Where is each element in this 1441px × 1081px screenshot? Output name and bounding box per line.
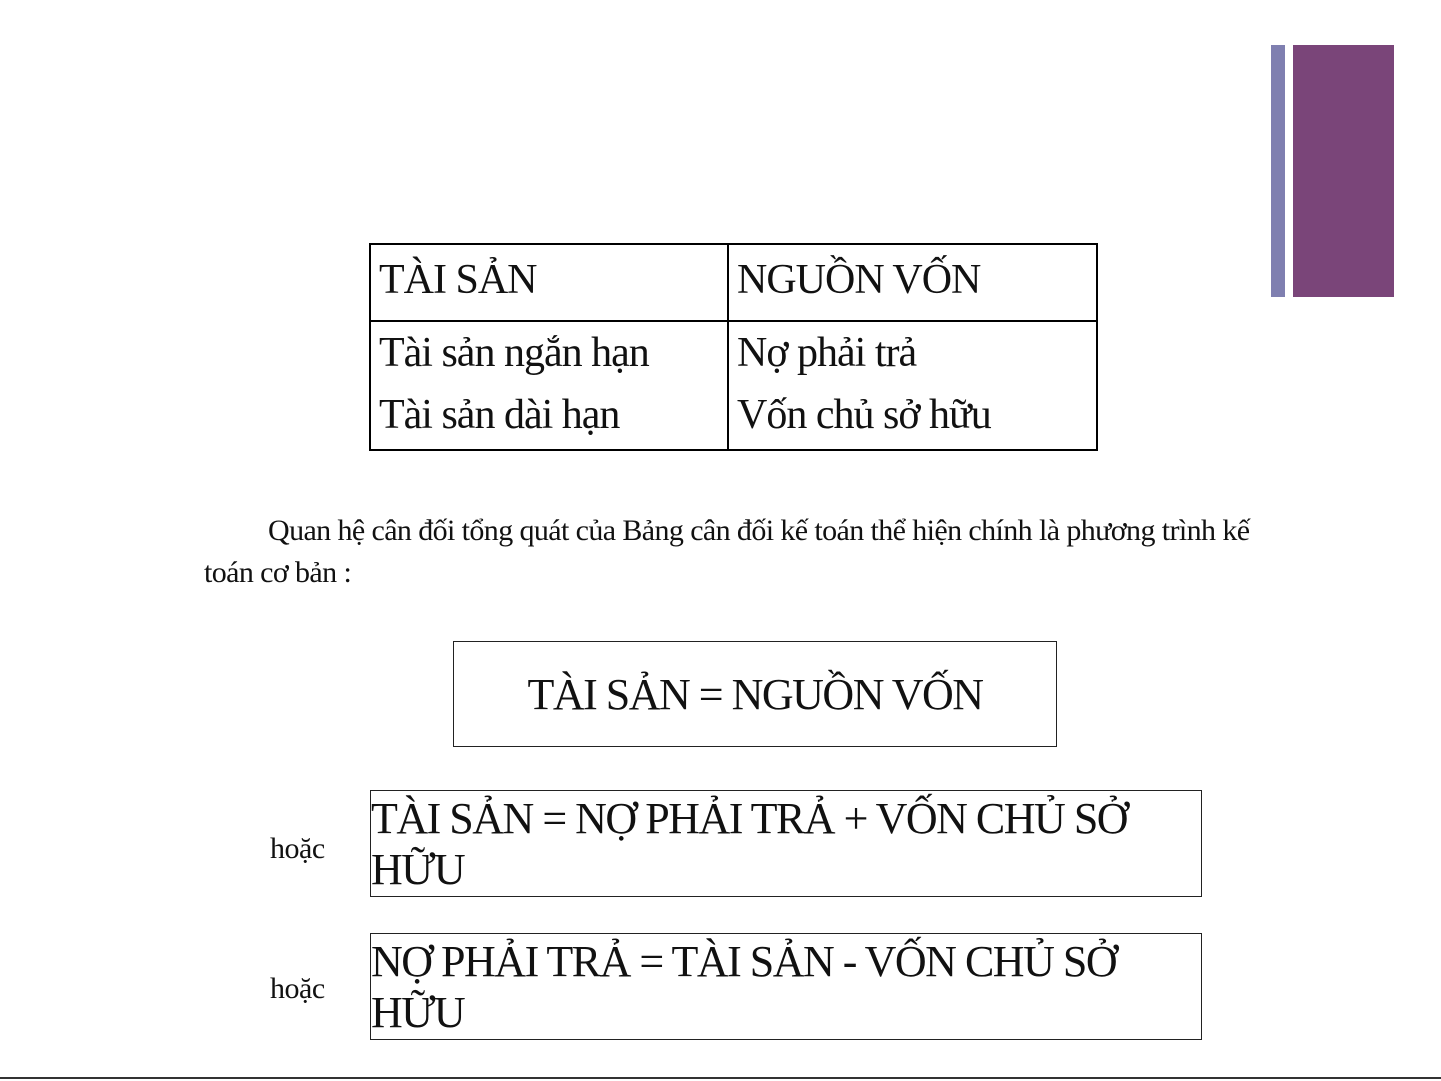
capital-cell bbox=[728, 321, 1097, 450]
or-label-1: hoặc bbox=[270, 832, 325, 865]
equation-alt1-text: TÀI SẢN = NỢ PHẢI TRẢ + VỐN CHỦ SỞ HỮU bbox=[371, 793, 1128, 894]
short-term-assets: Tài sản ngắn hạn bbox=[379, 330, 649, 376]
balance-sheet-table bbox=[369, 243, 1098, 451]
table-header-row bbox=[370, 244, 1097, 321]
long-term-assets: Tài sản dài hạn bbox=[379, 392, 620, 438]
equation-main-box bbox=[453, 641, 1057, 747]
accent-bar-thick bbox=[1293, 45, 1394, 297]
bottom-rule bbox=[0, 1077, 1441, 1079]
header-capital-sources: NGUỒN VỐN bbox=[728, 244, 1097, 321]
equation-alt1-box bbox=[370, 790, 1202, 897]
or-label-2: hoặc bbox=[270, 972, 325, 1005]
equation-alt2-box bbox=[370, 933, 1202, 1040]
equation-alt2-text: NỢ PHẢI TRẢ = TÀI SẢN - VỐN CHỦ SỞ HỮU bbox=[371, 936, 1117, 1037]
intro-paragraph: Quan hệ cân đối tổng quát của Bảng cân đối kế toán thể hiện chính là phương trình kế toán cơ bản : bbox=[204, 514, 1250, 589]
owners-equity: Vốn chủ sở hữu bbox=[737, 392, 991, 438]
header-assets: TÀI SẢN bbox=[370, 244, 728, 321]
assets-cell bbox=[370, 321, 728, 450]
liabilities: Nợ phải trả bbox=[737, 330, 917, 376]
table-row bbox=[370, 321, 1097, 450]
equation-main-text: TÀI SẢN = NGUỒN VỐN bbox=[527, 669, 983, 719]
accent-bar-thin bbox=[1271, 45, 1285, 297]
